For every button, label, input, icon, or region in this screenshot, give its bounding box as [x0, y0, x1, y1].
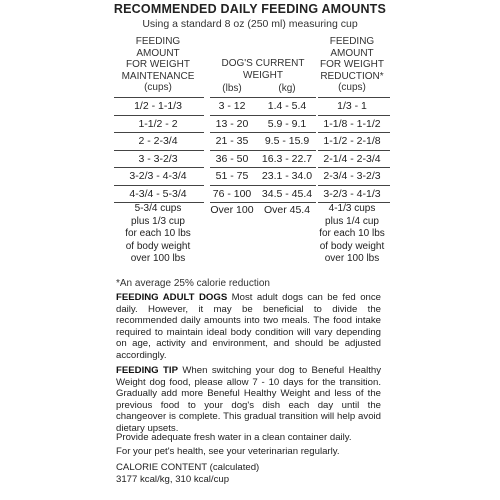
header-weight — [208, 58, 318, 81]
table-cell-lbs: 76 - 100 — [212, 188, 252, 200]
table-rule — [318, 115, 390, 116]
table-cell-kg: 34.5 - 45.4 — [261, 188, 313, 200]
last-row-reduction — [314, 203, 390, 266]
wrap-line: 4-1/3 cups — [328, 203, 376, 214]
header-line: REDUCTION* — [320, 70, 384, 82]
table-rule — [114, 185, 204, 186]
table-cell-reduction: 2-3/4 - 3-2/3 — [323, 170, 381, 182]
table-cell-reduction: 2-1/4 - 2-3/4 — [323, 153, 381, 165]
table-rule — [114, 97, 204, 98]
wrap-line: 5-3/4 cups — [134, 203, 182, 214]
table-rule — [318, 150, 390, 151]
table-cell-lbs: 3 - 12 — [218, 100, 246, 112]
wrap-line: of body weight — [319, 240, 385, 252]
wrap-line: for each 10 lbs — [319, 228, 385, 239]
table-cell-kg: 23.1 - 34.0 — [261, 170, 313, 182]
header-line: MAINTENANCE — [121, 70, 195, 82]
header-line: (cups) — [144, 82, 172, 93]
header-line: AMOUNT — [330, 47, 374, 59]
table-cell-maintenance: 2 - 2-3/4 — [138, 135, 178, 147]
table-rule — [210, 185, 316, 186]
table-rule — [114, 150, 204, 151]
wrap-line: for each 10 lbs — [125, 228, 191, 239]
table-rule — [114, 115, 204, 116]
table-cell-reduction: 1-1/8 - 1-1/2 — [323, 118, 381, 130]
header-line: FEEDING — [329, 36, 375, 47]
table-cell-kg: 9.5 - 15.9 — [264, 135, 310, 147]
table-rule — [210, 115, 316, 116]
feeding-adult-text: Most adult dogs can be fed once daily. However, it may be beneficial to divide the recommended daily amounts into two meals. The food intake required to maintain ideal body condition will vary depending on age, activity and environment, and should be adjusted accordingly. — [116, 292, 381, 361]
table-cell-maintenance: 1-1/2 - 2 — [138, 118, 178, 130]
feeding-adult-paragraph — [116, 292, 381, 362]
header-lbs: (lbs) — [222, 83, 242, 94]
table-cell-kg: 16.3 - 22.7 — [261, 153, 313, 165]
table-cell-maintenance: 3-2/3 - 4-3/4 — [129, 170, 187, 182]
table-rule — [210, 167, 316, 168]
table-rule — [318, 97, 390, 98]
table-cell-maintenance: 4-3/4 - 5-3/4 — [129, 188, 187, 200]
last-row-maintenance — [112, 203, 204, 266]
feeding-adult-heading: FEEDING ADULT DOGS — [116, 292, 228, 303]
table-cell-maintenance: 1/2 - 1-1/3 — [134, 100, 182, 112]
header-line: FEEDING — [135, 36, 181, 47]
table-rule — [114, 132, 204, 133]
table-rule — [210, 97, 316, 98]
calorie-heading: CALORIE CONTENT (calculated) — [116, 462, 260, 473]
header-line: AMOUNT — [136, 47, 180, 59]
table-cell-kg: 5.9 - 9.1 — [267, 118, 307, 130]
wrap-line: plus 1/4 cup — [325, 215, 379, 227]
header-line: DOG'S CURRENT — [221, 58, 305, 69]
table-cell-lbs: 21 - 35 — [215, 135, 249, 147]
last-row-kg: Over 45.4 — [263, 204, 311, 216]
wrap-line: plus 1/3 cup — [131, 215, 185, 227]
water-note: Provide adequate fresh water in a clean container daily. — [116, 432, 352, 443]
wrap-line: of body weight — [125, 240, 191, 252]
header-maintenance — [112, 36, 204, 94]
table-cell-kg: 1.4 - 5.4 — [267, 100, 307, 112]
table-cell-maintenance: 3 - 3-2/3 — [138, 153, 178, 165]
page-title: RECOMMENDED DAILY FEEDING AMOUNTS — [113, 2, 387, 16]
table-cell-reduction: 3-2/3 - 4-1/3 — [323, 188, 381, 200]
last-row-lbs: Over 100 — [210, 204, 254, 216]
table-cell-lbs: 51 - 75 — [215, 170, 249, 182]
table-cell-reduction: 1/3 - 1 — [337, 100, 367, 112]
table-cell-lbs: 36 - 50 — [215, 153, 249, 165]
table-rule — [318, 185, 390, 186]
calorie-value: 3177 kcal/kg, 310 kcal/cup — [116, 474, 230, 485]
table-rule — [318, 167, 390, 168]
table-rule — [210, 202, 316, 203]
wrap-line: over 100 lbs — [130, 253, 186, 264]
feeding-tip-text: When switching your dog to Beneful Healthy Weight dog food, please allow 7 - 10 days for the transition. Gradually add more Beneful Healthy Weight and less of the previous food to your dog's dish each day until the changeover is complete. This gradual transition will help avoid dietary upsets. — [116, 365, 382, 434]
vet-note: For your pet's health, see your veterinarian regularly. — [116, 446, 340, 457]
table-cell-lbs: 13 - 20 — [215, 118, 249, 130]
table-rule — [210, 150, 316, 151]
feeding-tip-heading: FEEDING TIP — [116, 365, 178, 376]
header-line: FOR WEIGHT — [126, 59, 190, 70]
table-rule — [114, 167, 204, 168]
table-cell-reduction: 1-1/2 - 2-1/8 — [323, 135, 381, 147]
table-rule — [318, 132, 390, 133]
header-line: WEIGHT — [243, 69, 283, 81]
header-kg: (kg) — [278, 83, 296, 94]
table-rule — [210, 132, 316, 133]
footnote: *An average 25% calorie reduction — [116, 278, 270, 289]
header-line: FOR WEIGHT — [320, 59, 384, 70]
wrap-line: over 100 lbs — [324, 253, 380, 264]
feeding-tip-paragraph — [116, 365, 381, 435]
page-subtitle: Using a standard 8 oz (250 ml) measuring cup — [142, 18, 358, 30]
header-reduction — [314, 36, 390, 94]
header-line: (cups) — [338, 82, 366, 93]
